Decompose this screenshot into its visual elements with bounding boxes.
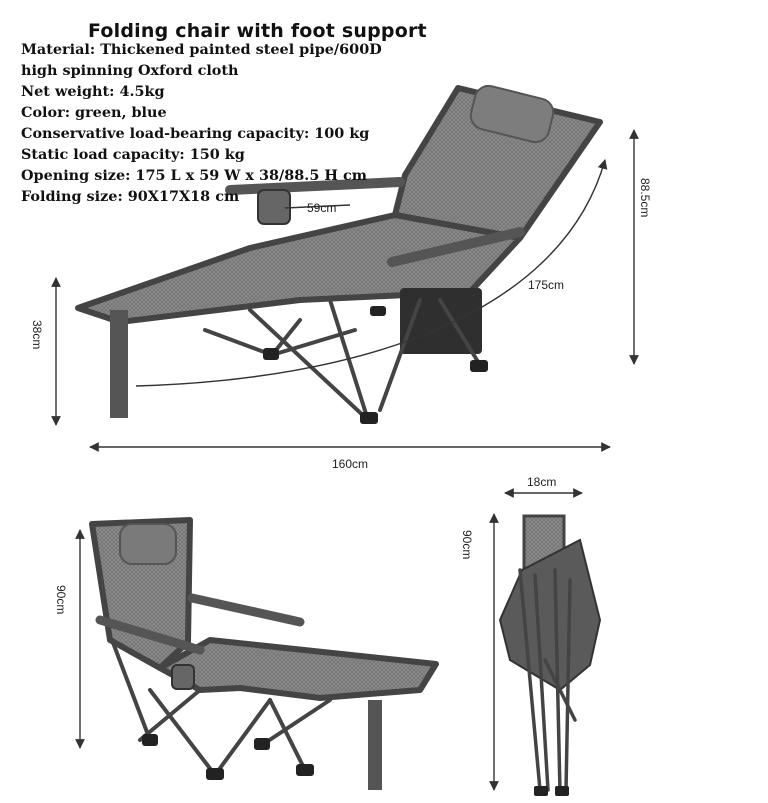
page-title: Folding chair with foot support	[88, 20, 427, 42]
dim-label: 18cm	[527, 475, 557, 489]
headrest-pillow	[120, 524, 176, 564]
foot-strap	[110, 310, 128, 418]
spec-item: Net weight: 4.5kg	[21, 83, 165, 100]
cup-holder	[172, 665, 194, 689]
folded-chair	[500, 516, 600, 796]
spec-item: Color: green, blue	[21, 104, 167, 121]
spec-item: high spinning Oxford cloth	[21, 62, 239, 79]
dim-label: 90cm	[54, 585, 68, 615]
spec-item: Static load capacity: 150 kg	[21, 146, 245, 163]
dim-label: 38cm	[30, 320, 44, 350]
dim-label: 175cm	[528, 278, 565, 292]
dim-label: 59cm	[307, 201, 337, 215]
spec-item: Opening size: 175 L x 59 W x 38/88.5 H cm	[21, 167, 367, 184]
dim-label: 90cm	[460, 530, 474, 560]
foot-strap	[368, 700, 382, 790]
armrest-right	[192, 598, 300, 622]
dim-label: 160cm	[332, 457, 369, 471]
dim-label: 88.5cm	[638, 178, 652, 218]
spec-item: Material: Thickened painted steel pipe/600D	[21, 41, 382, 58]
upright-chair	[92, 520, 436, 790]
spec-item: Folding size: 90X17X18 cm	[21, 188, 240, 205]
spec-item: Conservative load-bearing capacity: 100 kg	[21, 125, 370, 142]
spec-list	[21, 39, 382, 207]
